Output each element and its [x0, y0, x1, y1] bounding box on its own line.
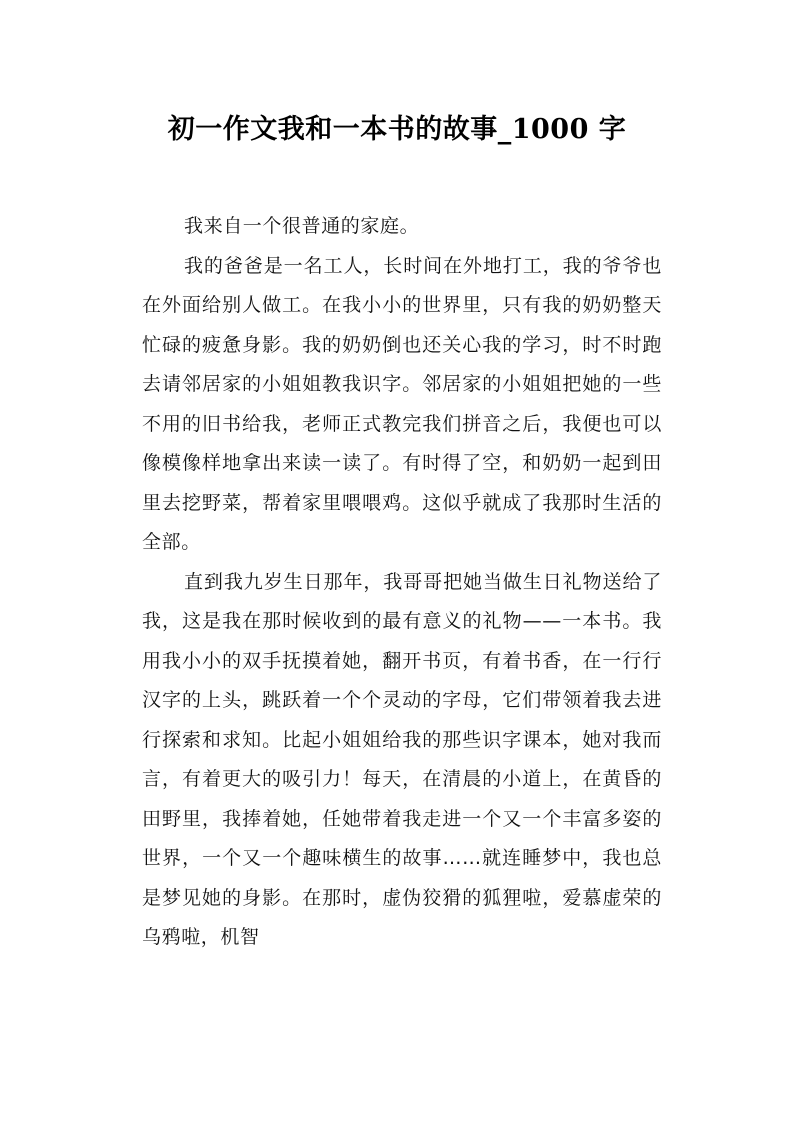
paragraph-2: 我的爸爸是一名工人，长时间在外地打工，我的爷爷也在外面给别人做工。在我小小的世界里，只有我的奶奶整天忙碌的疲惫身影。我的奶奶倒也还关心我的学习，时不时跑去请邻居家的小姐姐教我识字。邻居家的小姐姐把她的一些不用的旧书给我，老师正式教完我们拼音之后，我便也可以像模像样地拿出来读一读了。有时得了空，和奶奶一起到田里去挖野菜，帮着家里喂喂鸡。这似乎就成了我那时生活的全部。 [142, 254, 662, 553]
document-title: 初一作文我和一本书的故事_1000 字 [167, 114, 627, 145]
document-body [142, 207, 662, 958]
paragraph-1: 我来自一个很普通的家庭。 [184, 215, 420, 237]
paragraph-3: 直到我九岁生日那年，我哥哥把她当做生日礼物送给了我，这是我在那时候收到的最有意义的礼物——一本书。我用我小小的双手抚摸着她，翻开书页，有着书香，在一行行汉字的上头，跳跃着一个个灵动的字母，它们带领着我去进行探索和求知。比起小姐姐给我的那些识字课本，她对我而言，有着更大的吸引力！每天，在清晨的小道上，在黄昏的田野里，我捧着她，任她带着我走进一个又一个丰富多姿的世界，一个又一个趣味横生的故事……就连睡梦中，我也总是梦见她的身影。在那时，虚伪狡猾的狐狸啦，爱慕虚荣的乌鸦啦，机智 [142, 570, 662, 948]
